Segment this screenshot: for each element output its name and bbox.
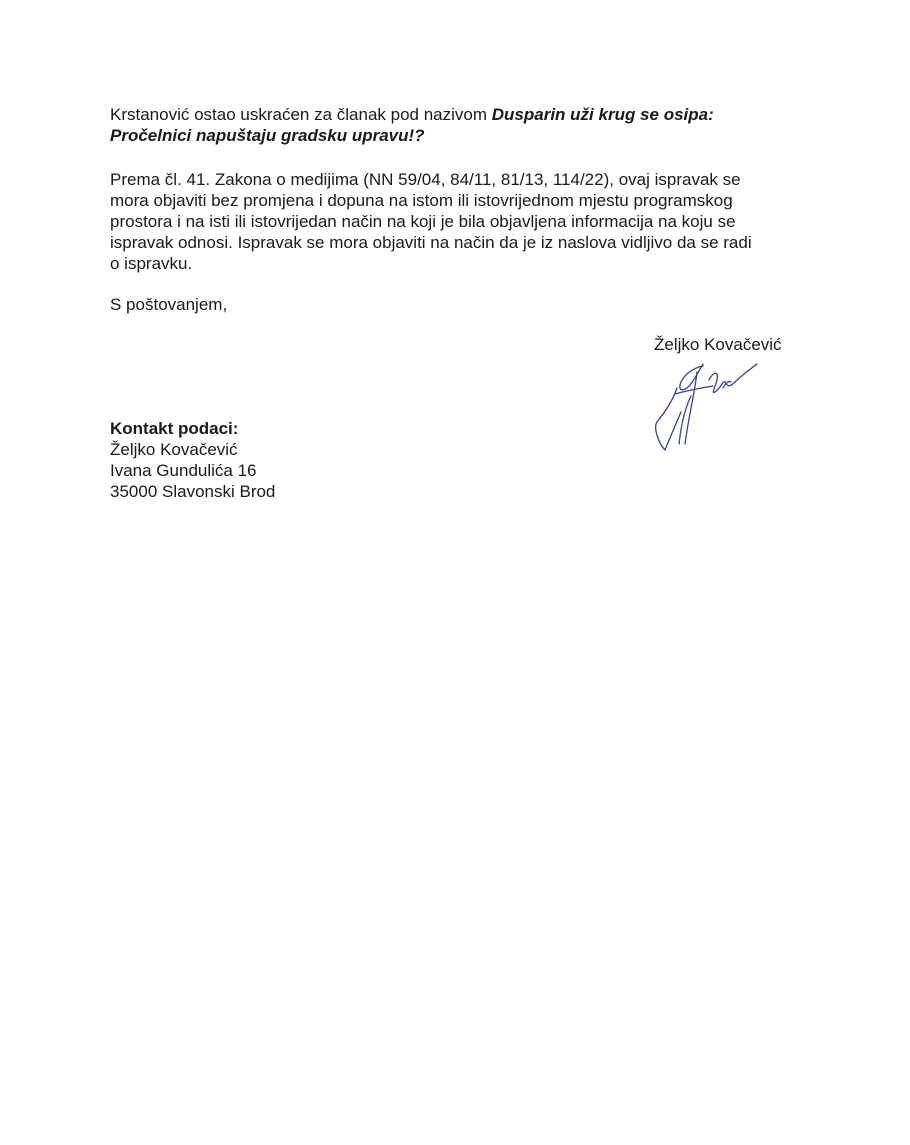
legal-line: o ispravku. xyxy=(110,254,193,273)
handwritten-signature xyxy=(645,352,775,462)
signer-name: Željko Kovačević xyxy=(654,335,782,354)
closing-salutation: S poštovanjem, xyxy=(110,295,228,314)
contact-name: Željko Kovačević xyxy=(110,440,238,459)
legal-paragraph xyxy=(110,169,790,274)
intro-paragraph xyxy=(110,104,800,146)
legal-line: prostora i na isti ili istovrijedan način na koji je bila objavljena informacija na koju se xyxy=(110,212,736,231)
contact-street: Ivana Gundulića 16 xyxy=(110,461,257,480)
contact-heading: Kontakt podaci: xyxy=(110,419,239,438)
article-title-line1: Dusparin uži krug se osipa: xyxy=(491,105,714,124)
intro-text: Krstanović ostao uskraćen za članak pod nazivom xyxy=(110,105,492,124)
legal-line: mora objaviti bez promjena i dopuna na istom ili istovrijednom mjestu programskog xyxy=(110,191,733,210)
contact-city: 35000 Slavonski Brod xyxy=(110,482,276,501)
legal-line: Prema čl. 41. Zakona o medijima (NN 59/04, 84/11, 81/13, 114/22), ovaj ispravak se xyxy=(110,170,741,189)
contact-block xyxy=(110,418,275,502)
legal-line: ispravak odnosi. Ispravak se mora objaviti na način da je iz naslova vidljivo da se radi xyxy=(110,233,752,252)
article-title-line2: Pročelnici napuštaju gradsku upravu!? xyxy=(110,126,425,145)
